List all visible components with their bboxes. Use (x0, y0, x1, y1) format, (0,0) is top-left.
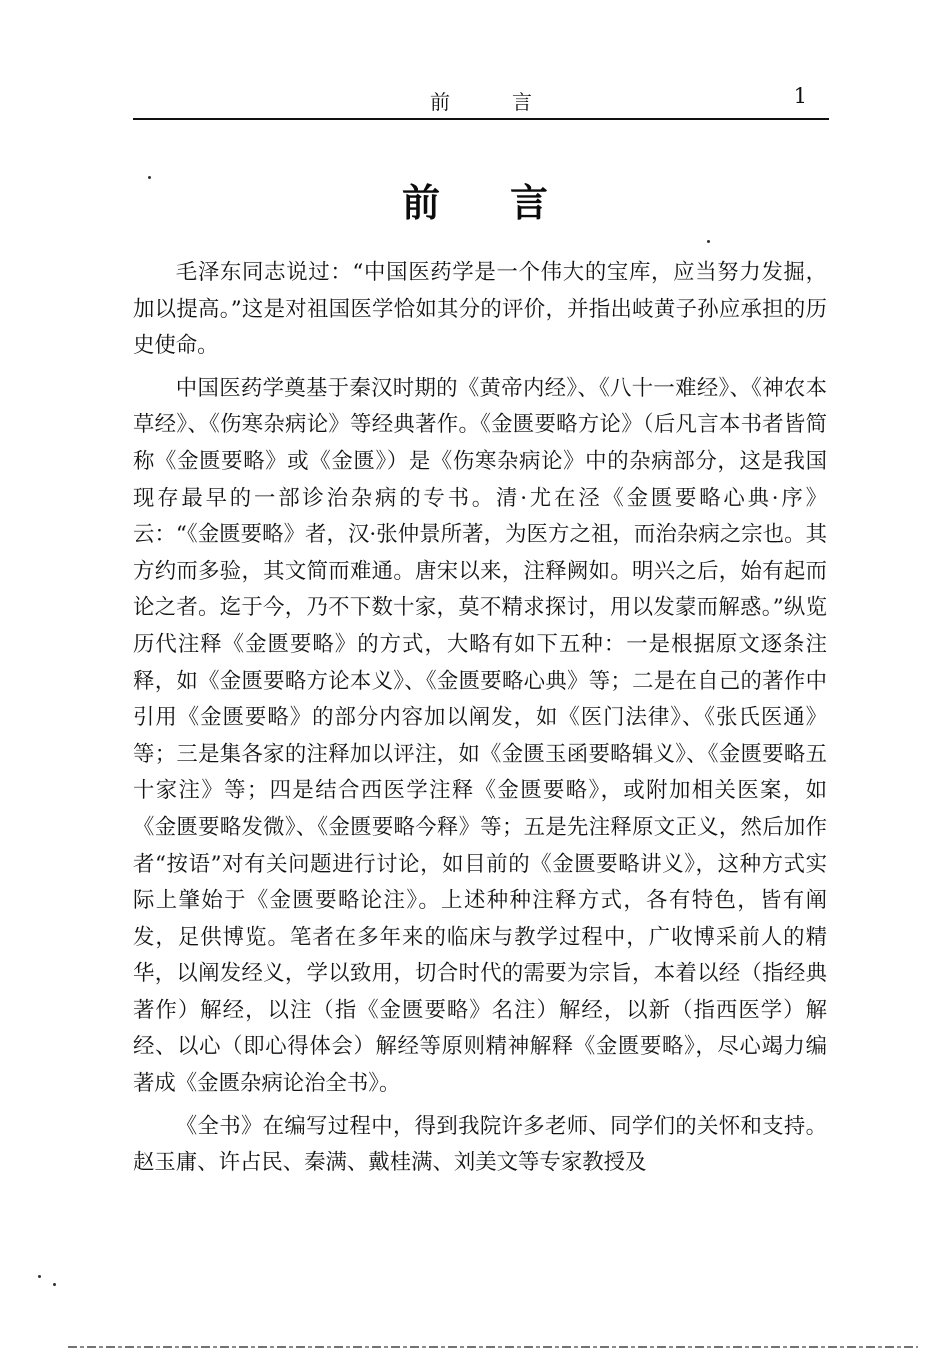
chapter-title: 前言 (401, 181, 618, 225)
paragraph-3: 《全书》在编写过程中，得到我院许多老师、同学们的关怀和支持。赵玉庸、许占民、秦满、戴桂满、刘美文等专家教授及 (133, 1113, 827, 1176)
scan-speck (148, 176, 151, 179)
scan-speck (38, 1275, 41, 1278)
footer-scan-edge (68, 1346, 918, 1348)
body-text (133, 255, 827, 1188)
scan-speck (707, 240, 710, 243)
page-number: 1 (793, 84, 807, 108)
paragraph-1: 毛泽东同志说过：“中国医药学是一个伟大的宝库，应当努力发掘，加以提高。”这是对祖国医学恰如其分的评价，并指出岐黄子孙应承担的历史使命。 (133, 260, 827, 359)
paragraph-2: 中国医药学奠基于秦汉时期的《黄帝内经》、《八十一难经》、《神农本草经》、《伤寒杂病论》等经典著作。《金匮要略方论》（后凡言本书者皆简称《金匮要略》或《金匮》）是《伤寒杂病论》中的杂病部分，这是我国现存最早的一部诊治杂病的专书。清·尤在泾《金匮要略心典·序》云：“《金匮要略》者，汉·张仲景所著，为医方之祖，而治杂病之宗也。其方约而多验，其文简而难通。唐宋以来，注释阙如。明兴之后，始有起而论之者。迄于今，乃不下数十家，莫不精求探讨，用以发蒙而解惑。”纵览历代注释《金匮要略》的方式，大略有如下五种：一是根据原文逐条注释，如《金匮要略方论本义》、《金匮要略心典》等；二是在自己的著作中引用《金匮要略》的部分内容加以阐发，如《医门法律》、《张氏医通》等；三是集各家的注释加以评注，如《金匮玉函要略辑义》、《金匮要略五十家注》等；四是结合西医学注释《金匮要略》，或附加相关医案，如《金匮要略发微》、《金匮要略今释》等；五是先注释原文正义，然后加作者“按语”对有关问题进行讨论，如目前的《金匮要略讲义》，这种方式实际上肇始于《金匮要略论注》。上述种种注释方式，各有特色，皆有阐发，足供博览。笔者在多年来的临床与教学过程中，广收博采前人的精华，以阐发经义，学以致用，切合时代的需要为宗旨，本着以经（指经典著作）解经，以注（指《金匮要略》名注）解经，以新（指西医学）解经、以心（即心得体会）解经等原则精神解释《金匮要略》，尽心竭力编著成《金匮杂病论治全书》。 (133, 375, 827, 1097)
running-header (133, 82, 829, 118)
scan-speck (53, 1283, 56, 1286)
running-header-title: 前言 (430, 90, 594, 114)
header-rule (133, 118, 829, 120)
